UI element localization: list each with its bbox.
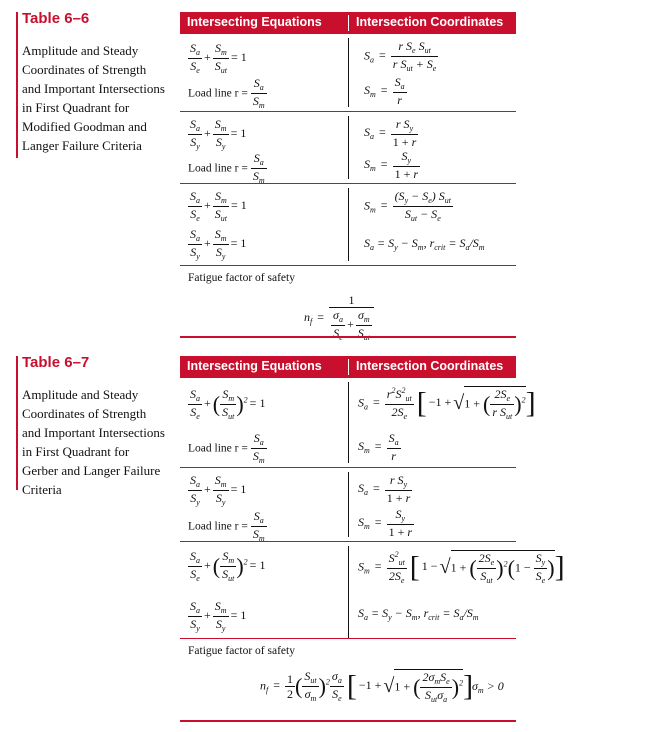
table-end-rule xyxy=(180,336,516,338)
load-line: Load line r = $\frac{S_a}{S_m}$ xyxy=(188,431,265,465)
table-description: Amplitude and Steady Coordinates of Strength and Important Intersections in First Quadrant for Modified Goodman and Langer Failure Criteria xyxy=(22,43,165,153)
sa-coordinate: $S_a$ = $\frac{r S_e S_{ut}}{r S_{ut} + S_e}$ xyxy=(364,39,437,73)
langer-equation: $\frac{S_a}{S_y}$ + $\frac{S_m}{S_y}$ = 1 xyxy=(190,473,247,507)
sm-coordinate: $S_m$ = $\frac{S_y}{1 + r}$ xyxy=(358,507,413,539)
sa-coordinate: $S_a = S_y - S_m$, $r_{crit} = S_a/S_m$ xyxy=(358,606,479,622)
sm-coordinate: $S_m$ = $\frac{S^2_{ut}}{2S_e}$ [ 1 − √1 + ( $\frac{2S_e}{S_{ut}}$ )$^2$(1 − $\frac{S_y}{S_e}$ )] xyxy=(358,549,565,585)
table-number: Table 6–6 xyxy=(22,10,90,27)
table-6-7-caption xyxy=(16,354,168,497)
load-line: Load line r = $\frac{S_a}{S_m}$ xyxy=(188,509,265,543)
table-6-6 xyxy=(180,12,516,354)
table-row xyxy=(180,184,516,266)
fatigue-section xyxy=(180,266,516,354)
langer-equation: $\frac{S_a}{S_y}$ + $\frac{S_m}{S_y}$ = 1 xyxy=(190,599,247,633)
table-header xyxy=(180,12,516,34)
fatigue-label: Fatigue factor of safety xyxy=(188,645,295,657)
gerber-equation: $\frac{S_a}{S_e}$ +( $\frac{S_m}{S_{ut}}$ )$^2$ = 1 xyxy=(190,387,266,421)
table-6-6-caption xyxy=(16,12,168,158)
gerber-equation: $\frac{S_a}{S_e}$ +( $\frac{S_m}{S_{ut}}$ )$^2$ = 1 xyxy=(190,549,266,583)
sa-coordinate: $S_a = S_y - S_m$, $r_{crit} = S_a/S_m$ xyxy=(364,236,485,252)
table-row xyxy=(180,542,565,638)
sm-coordinate: $S_m$ = $\frac{S_y}{1 + r}$ xyxy=(364,149,419,181)
header-intersection-coordinates: Intersection Coordinates xyxy=(356,359,504,373)
header-intersecting-equations: Intersecting Equations xyxy=(187,359,322,373)
sm-coordinate: $S_m$ = $\frac{S_a}{r}$ xyxy=(364,75,405,107)
sm-coordinate: $S_m$ = $\frac{(S_y - S_e) S_{ut}}{S_{ut} - S_e}$ xyxy=(364,189,452,223)
table-row xyxy=(180,34,516,112)
langer-equation: $\frac{S_a}{S_y}$ + $\frac{S_m}{S_y}$ = 1 xyxy=(190,227,247,261)
header-divider xyxy=(348,15,349,31)
header-intersecting-equations: Intersecting Equations xyxy=(187,15,322,29)
sm-coordinate: $S_m$ = $\frac{S_a}{r}$ xyxy=(358,431,399,463)
load-line: Load line r = $\frac{S_a}{S_m}$ xyxy=(188,151,265,185)
sa-coordinate: $S_a$ = $\frac{r S_y}{1 + r}$ xyxy=(358,473,411,505)
table-6-7 xyxy=(180,356,565,724)
goodman-equation: $\frac{S_a}{S_e}$ + $\frac{S_m}{S_{ut}}$ = 1 xyxy=(190,189,247,223)
sa-coordinate: $S_a$ = $\frac{r S_y}{1 + r}$ xyxy=(364,117,417,149)
table-header xyxy=(180,356,516,378)
fatigue-equation: $n_f$ = $\frac{1}{2}$ ( $\frac{S_{ut}}{\sigma_m}$ )$^2$ $\frac{\sigma_a}{S_e}$ [ −1 + √1 + ( $\frac{2\sigma_mS_e}{S_{ut}\sigma_a}$ )$^2$] xyxy=(260,669,474,704)
langer-equation: $\frac{S_a}{S_y}$ + $\frac{S_m}{S_y}$ = 1 xyxy=(190,117,247,151)
header-intersection-coordinates: Intersection Coordinates xyxy=(356,15,504,29)
fatigue-condition: $\sigma_m > 0$ xyxy=(472,679,504,695)
load-line: Load line r = $\frac{S_a}{S_m}$ xyxy=(188,76,265,110)
goodman-equation: $\frac{S_a}{S_e}$ + $\frac{S_m}{S_{ut}}$ = 1 xyxy=(190,41,247,75)
table-number: Table 6–7 xyxy=(22,354,90,371)
table-end-rule xyxy=(180,720,516,722)
fatigue-equation: $n_f$ = 1 $\frac{\sigma_a}{S_e}$ + $\frac{\sigma_m}{S_{ut}}$ xyxy=(304,294,374,342)
fatigue-section xyxy=(180,638,516,724)
table-row xyxy=(180,378,536,468)
fatigue-label: Fatigue factor of safety xyxy=(188,272,295,284)
table-row xyxy=(180,468,516,542)
table-row xyxy=(180,112,516,184)
sa-coordinate: $S_a$ = $\frac{r^2S^2_{ut}}{2S_e}$ [ −1 + √1 + ( $\frac{2S_e}{r S_{ut}}$ )$^2$] xyxy=(358,385,536,421)
header-divider xyxy=(348,359,349,375)
table-description: Amplitude and Steady Coordinates of Strength and Important Intersections in First Quadrant for Gerber and Langer Failure Criteria xyxy=(22,387,165,497)
